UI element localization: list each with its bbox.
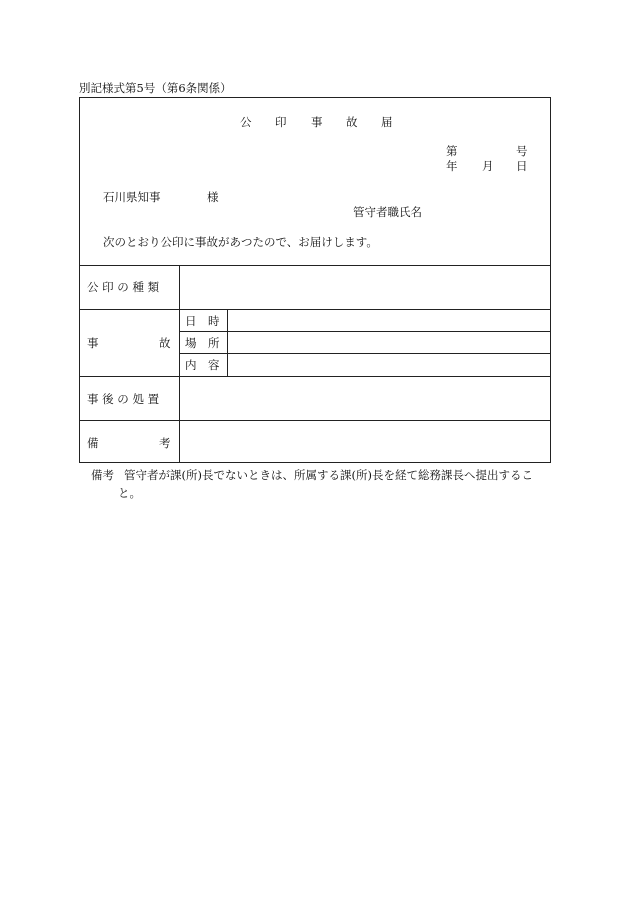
- remarks-label-left: 備: [87, 436, 99, 450]
- title-char: 事: [311, 115, 323, 129]
- title-char: 故: [346, 115, 358, 129]
- divider: [80, 265, 550, 266]
- divider: [179, 353, 550, 354]
- incident-label-right: 故: [159, 336, 171, 350]
- aftermath-label: 事 後 の 処 置: [87, 392, 160, 406]
- form-heading: 別記様式第5号（第6条関係）: [79, 81, 232, 95]
- divider: [80, 309, 550, 310]
- incident-datetime-label: 日 時: [185, 314, 220, 328]
- seal-type-label: 公 印 の 種 類: [87, 280, 160, 294]
- incident-label-left: 事: [87, 336, 99, 350]
- manager-label: 管守者職氏名: [353, 205, 422, 219]
- honorific: 様: [207, 190, 219, 204]
- statement: 次のとおり公印に事故があつたので、お届けします。: [103, 235, 378, 249]
- incident-place-label: 場 所: [185, 336, 220, 350]
- footnote-label: 備考: [91, 468, 114, 482]
- title-char: 届: [381, 115, 393, 129]
- incident-content-label: 内 容: [185, 358, 220, 372]
- divider: [179, 331, 550, 332]
- date-day: 日: [516, 159, 528, 173]
- divider: [80, 376, 550, 377]
- number-prefix: 第: [446, 144, 458, 158]
- divider: [227, 309, 228, 376]
- title-char: 公: [240, 115, 252, 129]
- title-char: 印: [275, 115, 287, 129]
- date-month: 月: [482, 159, 494, 173]
- remarks-label-right: 考: [159, 436, 171, 450]
- number-suffix: 号: [516, 144, 528, 158]
- footnote-line1: 管守者が課(所)長でないときは、所属する課(所)長を経て総務課長へ提出するこ: [124, 468, 533, 482]
- divider: [80, 420, 550, 421]
- date-year: 年: [446, 159, 458, 173]
- footnote-line2: と。: [118, 486, 141, 500]
- addressee: 石川県知事: [103, 190, 161, 204]
- divider: [179, 265, 180, 462]
